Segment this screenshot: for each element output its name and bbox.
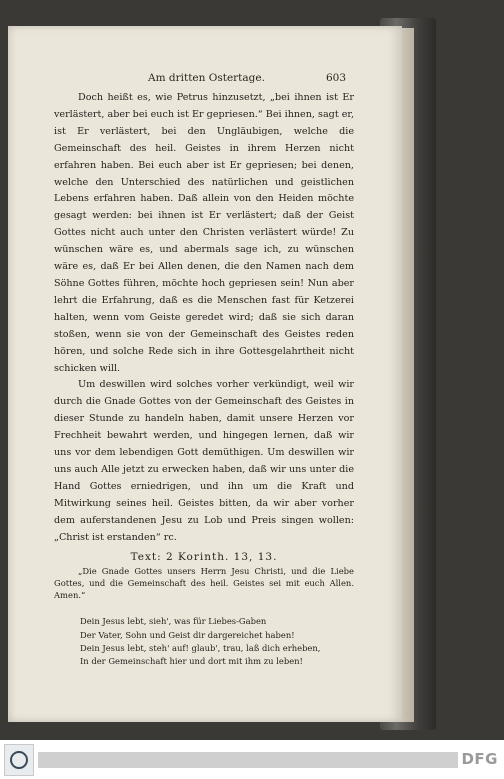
verse-line: In der Gemeinschaft hier und dort mit ihm zu leben!: [80, 656, 303, 667]
paragraph: Um deswillen wird solches vorher verkündigt, weil wir durch die Gnade Gottes von der Gemeinschaft des Geistes in dieser Stunde zu handeln haben, damit unsere Herzen vor Frechheit bewahrt werden, und hingegen lernen, daß wir uns vor dem lebendigen Gott demüthigen. Um deswillen wir uns auch Alle jetzt zu erwecken haben, daß wir uns unter die Hand Gottes erniedrigen, und ihn um die Kraft und Mitwirkung seines heil. Geistes bitten, da wir aber vorher dem auferstandenen Jesu zu Lob und Preis singen wollen: „Christ ist erstanden“ rc.: [54, 379, 354, 543]
footer-bar: [38, 752, 458, 768]
dfg-logo[interactable]: DFG: [461, 750, 498, 768]
book-page: [8, 26, 402, 722]
page-number: 603: [325, 72, 346, 84]
page-edges: [400, 28, 414, 722]
verse-line: Dein Jesus lebt, sieh', was für Liebes-Gaben: [80, 616, 267, 627]
verse-line: Der Vater, Sohn und Geist dir dargereichet haben!: [80, 629, 295, 640]
page-body: [54, 90, 354, 668]
paragraph: Doch heißt es, wie Petrus hinzusetzt, „bei ihnen ist Er verlästert, aber bei euch ist Er gepriesen.“ Bei ihnen, sagt er, ist Er verlästert, bei den Ungläubigen, welche die Gemeinschaft des heil. Geistes in ihrem Herzen nicht erfahren haben. Bei euch aber ist Er gepriesen; bei denen, welche den Unterschied des natürlichen und geistlichen Lebens erfahren haben. Daß allein von den Heiden möchte gesagt werden: bei ihnen ist Er verlästert; daß der Geist Gottes nicht auch unter den Christen verlästert würde! Zu wünschen wäre es, und abermals sage ich, zu wünschen wäre es, daß Er bei Allen denen, die den Namen nach dem Söhne Gottes führen, möchte hoch gepriesen sein! Nun aber lehrt die Erfahrung, daß es die Menschen fast für Ketzerei halten, wenn vom Geiste geredet wird; daß sie sich daran stoßen, wenn sie von der Gemeinschaft des Geistes reden hören, und solche Rede sich in ihre Gottesgelahrtheit nicht schicken will.: [54, 92, 354, 374]
verse-line: Dein Jesus lebt, steh' auf! glaub', trau, laß dich erheben,: [80, 642, 321, 653]
running-title: Am dritten Ostertage.: [148, 72, 265, 84]
library-logo-icon[interactable]: [4, 744, 34, 776]
hymn-verse: [54, 615, 354, 668]
running-header: [8, 72, 402, 88]
text-heading: Text: 2 Korinth. 13, 13.: [130, 551, 278, 564]
viewer-footer: [0, 740, 504, 779]
scripture-quote: „Die Gnade Gottes unsers Herrn Jesu Christi, und die Liebe Gottes, und die Gemeinschaft des heil. Geistes sei mit euch Allen. Amen.“: [54, 566, 354, 601]
